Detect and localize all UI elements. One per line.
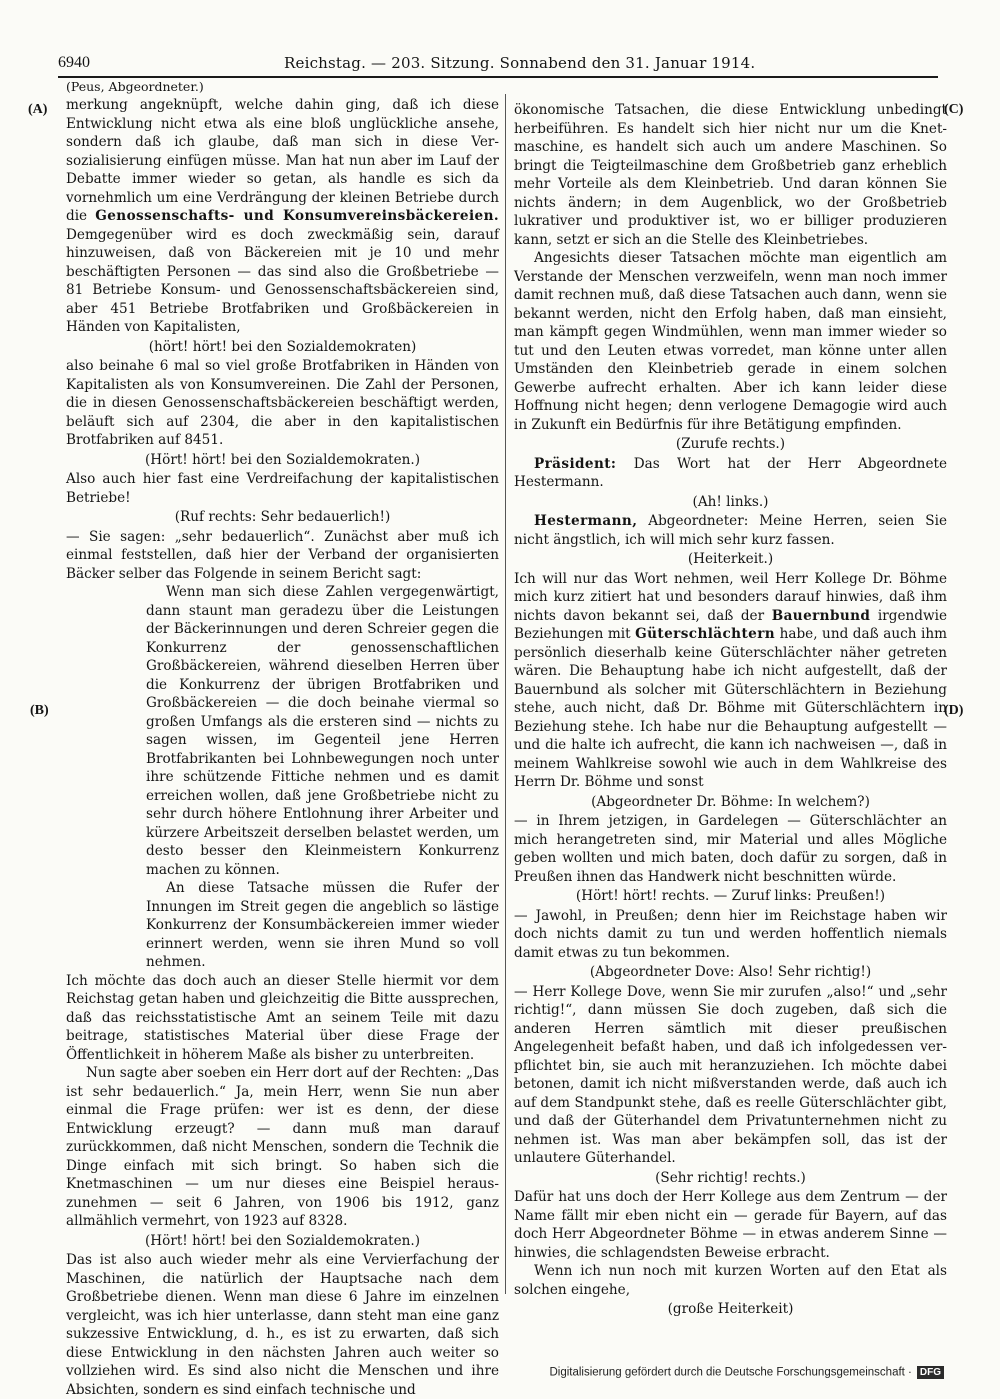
interjection: (Hört! hört! bei den Sozialdemokraten.): [144, 451, 420, 468]
paragraph: Das ist also auch wieder mehr als eine Vervierfachung der Maschinen, die natürlich der Hauptsache nach dem Großbetriebe dienen. Wenn man diese 6 Jahre im einzelnen vergleicht, was ich hier unterlasse, dann steht man eine ganz sukzessive Entwicklung, d. h., es ist zu erwarten, daß sich diese Entwicklung in den nächsten Jahren auch weiter so vollziehen wird. Es sind also nicht die Menschen und ihre Absichten, sondern es sind einfach technische und: [66, 1252, 499, 1398]
paragraph: — in Ihrem jetzigen, in Gardelegen — Güterschlächter an mich herangetreten sind, mir Material und alles Mögliche geben wollten und mich baten, doch dafür zu sorgen, daß in Preußen ihnen das Handwerk nicht beschnitten würde.: [514, 813, 947, 885]
margin-marker-a: (A): [28, 102, 48, 117]
paragraph: also beinahe 6 mal so viel große Brotfabriken in Händen von Kapitalisten als von Konsumvereinen. Die Zahl der Personen, die in diesen Genossenschaftsbäckereien beschäftigt werden, beläuft sich auf 2304, die aber in den kapitalistischen Brotfabriken auf 8451.: [66, 358, 499, 448]
paragraph-text: habe, und daß auch ihm persönlich dieserhalb keine Güterschlächter näher getreten wären. Die Behauptung habe ich nicht aufgestellt, daß der Bauernbund als solcher mit Güterschlächtern in Beziehung stehe, auch nicht, daß Dr. Böhme mit Güterschlächtern in Beziehung stehe. Ich habe nur die Behauptung aufgestellt — und die halte ich aufrecht, die kann ich nachweisen —, daß in meinem Wahlkreise sowohl wie auch in dem Wahlkreise des Herrn Dr. Böhme und sonst: [514, 626, 947, 790]
right-column: [514, 101, 947, 1324]
left-column: [66, 79, 499, 1398]
paragraph-text: Demgegenüber wird es doch zweckmäßig sein, darauf hinzuweisen, daß von Bäckereien mit je 10 und mehr beschäftigten Personen — das sind also die Großbetriebe — 81 Betriebe Konsum- und Genossenschaftsbäckereien sind, aber 451 Betriebe Brotfabriken und Großbäckereien in Händen von Kapitalisten,: [66, 226, 499, 335]
paragraph-text: merkung angeknüpft, welche dahin ging, daß ich diese Entwicklung nicht etwa als eine bloß unglückliche ansehe, sondern daß ich glaube, daß man sich in diese Versozialisierung einfügen müsse. Man hat nun aber im Lauf der Debatte immer wieder so getan, als handle es sich da vornehmlich um eine Verdrängung der kleinen Betriebe durch die: [66, 97, 499, 224]
paragraph: [514, 570, 947, 792]
speaker-statement: [514, 512, 947, 549]
interjection: (Zurufe rechts.): [675, 436, 786, 452]
interjection: (Ruf rechts: Sehr bedauerlich!): [174, 509, 391, 525]
speaker-name: Hestermann,: [534, 513, 638, 529]
paragraph: [66, 96, 499, 337]
margin-marker-c: (C): [944, 102, 964, 117]
interjection: (Hört! hört! bei den Sozialdemokraten.): [144, 1232, 420, 1249]
interjection: (Hört! hört! rechts. — Zuruf links: Preußen!): [575, 888, 886, 904]
paragraph: Angesichts dieser Tatsachen möchte man eigentlich am Verstande der Menschen verzweifeln, wenn man noch immer damit rechnen muß, daß diese Tatsachen auch dann, wenn sie bekannt werden, nicht den Erfolg haben, daß man einsieht, man kämpft gegen Windmühlen, wenn man immer wieder so tut und den Leuten etwas vorredet, man könne unter allen Umständen den Kleinbetrieb gerade in einem solchen Gewerbe aufrecht erhalten. Aber ich kann leider diese Hoffnung nicht hegen; denn verlogene Demagogie wird auch in Zukunft ein Bedürfnis für ihre Betätigung empfinden.: [514, 250, 947, 433]
margin-marker-b: (B): [30, 703, 49, 718]
statement-text: Abgeordneter: Meine Herren, seien Sie nicht ängstlich, ich will mich sehr kurz fassen.: [514, 513, 947, 548]
interjection: (Abgeordneter Dove: Also! Sehr richtig!): [589, 964, 872, 980]
column-divider: [505, 94, 506, 1294]
speaker-name: Präsident:: [534, 455, 617, 472]
interjection: (hört! hört! bei den Sozialdemokraten): [148, 338, 417, 355]
interjection: (Sehr richtig! rechts.): [655, 1169, 806, 1186]
speaker-label: (Peus, Abgeordneter.): [66, 79, 204, 94]
paragraph: Wenn ich nun noch mit kurzen Worten auf den Etat als solchen eingehe,: [514, 1263, 947, 1298]
page-number: 6940: [58, 54, 90, 71]
margin-marker-d: (D): [944, 703, 964, 718]
paragraph: Ich möchte das doch auch an dieser Stelle hiermit vor dem Reichstag getan haben und gleichzeitig die Bitte aussprechen, daß das reichsstatistische Amt an seinem Teile mit dazu beitrage, statistisches Material über diese Frage der Öffentlichkeit in höherem Maße als bisher zu unterbreiten.: [66, 972, 499, 1063]
statement-text: Das Wort hat der Herr Abgeordnete Hestermann.: [514, 455, 947, 490]
president-statement: [514, 455, 947, 492]
bold-term: Genossenschafts- und Konsumvereinsbäckereien.: [95, 208, 499, 224]
credit-text: Digitalisierung gefördert durch die Deutsche Forschungsgemeinschaft ·: [549, 1366, 912, 1379]
paragraph: — Sie sagen: „sehr bedauerlich“. Zunächst aber muß ich einmal feststellen, daß hier der Verband der organisierten Bäcker selber das Folgende in seinem Bericht sagt:: [66, 528, 499, 582]
interjection: (Ah! links.): [692, 493, 769, 510]
paragraph: — Herr Kollege Dove, wenn Sie mir zurufen „also!“ und „sehr richtig!“, dann müssen Sie doch zugeben, daß sich die anderen Herren sämtlich mit dieser preußischen Angelegenheit befaßt haben, und daß ich infolgedessen verpflichtet bin, sie auch mit heranzuziehen. Ich möchte dabei betonen, damit ich nicht mißverstanden werde, daß auch ich auf dem Standpunkt stehe, daß es reelle Güterschlächter gibt, und daß der Güterhandel dem Privatunternehmen nicht zu nehmen ist. Was man aber bekämpfen soll, das ist der unlautere Güterhandel.: [514, 983, 947, 1166]
page-header: [58, 52, 938, 74]
interjection: (große Heiterkeit): [667, 1301, 794, 1317]
block-quote: Wenn man sich diese Zahlen vergegenwärtigt, dann staunt man geradezu über die Leistungen der Bäckerinnungen und deren Schreier gegen die Konkurrenz der genossenschaftlichen Großbäckereien, während dieselben Herren über die Konkurrenz der übrigen Brotfabriken und Großbäckereien — die doch beinahe viermal so großen Umfangs als die ersteren sind — nichts zu sagen wissen, im Gegenteil jene Herren Brotfabrikanten bei Lohnbewegungen noch unter ihre schützende Fittiche nehmen und es damit erreichen wollen, daß jene Großbetriebe nicht zu sehr durch höhere Entlohnung ihrer Arbeiter und kürzere Arbeitszeit derselben belastet werden, um desto besser den Kleinmeistern Konkurrenz machen zu können.: [146, 584, 499, 878]
block-quote: An diese Tatsache müssen die Rufer der Innungen im Streit gegen die angeblich so lästige Konkurrenz der Konsumbäckereien immer wieder erinnert werden, wenn sie ihren Mund so voll nehmen.: [146, 880, 499, 970]
running-title: Reichstag. — 203. Sitzung. Sonnabend den 31. Januar 1914.: [284, 54, 756, 72]
dfg-logo: DFG: [917, 1366, 944, 1379]
bold-term: Güterschlächtern: [635, 626, 776, 642]
paragraph: Dafür hat uns doch der Herr Kollege aus dem Zentrum — der Name fällt mir eben nicht ein — gerade für Bayern, auf das doch Herr Abgeordneter Böhme — in etwas anderem Sinne — hinwies, die schlagendsten Beweise erbracht.: [514, 1189, 947, 1261]
paragraph: ökonomische Tatsachen, die diese Entwicklung unbedingt herbeiführen. Es handelt sich hier nicht nur um die Knetmaschine, es handelt sich auch um andere Maschinen. So bringt die Teigteilmaschine dem Großbetrieb ganz erheblich mehr Vorteile als dem Kleinbetrieb. Und daran können Sie nichts ändern; in dem Augenblick, wo der Großbetrieb lukrativer und produktiver ist, wo er billiger produzieren kann, setzt er sich an die Stelle des Kleinbetriebes.: [514, 102, 947, 248]
paragraph-text: irgendwie Beziehungen mit: [514, 607, 947, 642]
interjection: (Abgeordneter Dr. Böhme: In welchem?): [591, 793, 870, 810]
paragraph: — Jawohl, in Preußen; denn hier im Reichstage haben wir doch nichts damit zu tun und werden hoffentlich niemals damit etwas zu tun bekommen.: [514, 907, 947, 961]
header-rule: [58, 76, 938, 78]
digitization-credit: [549, 1366, 944, 1379]
paragraph-text: Ich will nur das Wort nehmen, weil Herr Kollege Dr. Böhme mich kurz zitiert hat und besonders darauf hinwies, daß ihm nichts davon bekannt sei, daß der: [514, 570, 947, 624]
paragraph: Nun sagte aber soeben ein Herr dort auf der Rechten: „Das ist sehr bedauerlich.“ Ja, mein Herr, wenn Sie nun aber einmal die Frage prüfen: wer ist es denn, der diese Entwicklung erzeugt? — dann muß man darauf zurückkommen, daß nicht Menschen, sondern die Technik die Dinge einfach mit sich bringt. So haben sich die Knetmaschinen — um nur dieses eine Beispiel herauszunehmen — seit 6 Jahren, von 1906 bis 1912, ganz allmählich vermehrt, von 1923 auf 8328.: [66, 1065, 499, 1229]
bold-term: Bauernbund: [771, 607, 871, 624]
paragraph: Also auch hier fast eine Verdreifachung der kapitalistischen Betriebe!: [66, 471, 499, 506]
interjection: (Heiterkeit.): [687, 551, 774, 567]
